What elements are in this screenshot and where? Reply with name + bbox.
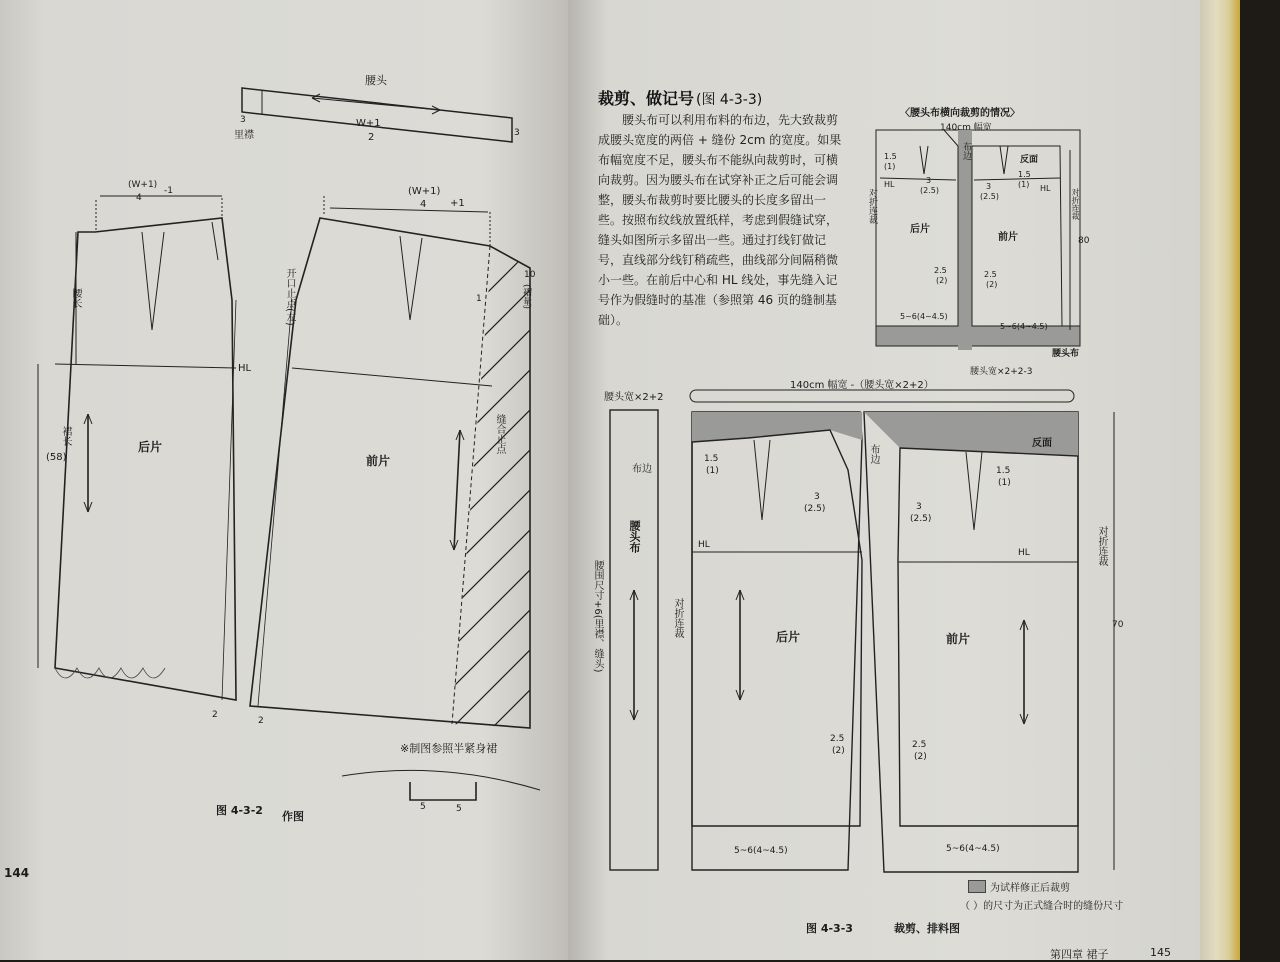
section-title-ref: (图 4-3-3) xyxy=(696,92,763,108)
main-hem1: 5~6(4~4.5) xyxy=(734,846,788,856)
front-width-suffix: +1 xyxy=(450,198,465,209)
inset-selvage-label: 布边 xyxy=(961,142,971,160)
figure-caption-number: 图 4-3-2 xyxy=(216,804,263,817)
inset-title: 〈腰头布横向裁剪的情况〉 xyxy=(900,108,1020,119)
inset-front-label: 前片 xyxy=(998,232,1018,243)
main-2-5a: (2.5) xyxy=(804,504,826,514)
back-width-suffix: -1 xyxy=(164,186,173,196)
fabric-width-label: 140cm 幅宽 -（腰头宽×2+2） xyxy=(790,380,934,391)
waistband-label: 腰头 xyxy=(365,74,387,87)
inset-fold-label: 对折连裁 xyxy=(867,188,877,224)
front-piece-label: 前片 xyxy=(366,454,391,468)
main-2d: (2) xyxy=(914,752,927,762)
skirt-length-value: (58) xyxy=(46,452,67,463)
inset-3a: 3 xyxy=(926,176,932,185)
seam-stop-label: 缝合止点 xyxy=(494,414,505,454)
label-2b: 2 xyxy=(258,716,264,726)
underlap-label: 里襟 xyxy=(234,130,254,141)
back-width-denominator: 4 xyxy=(136,193,142,203)
page-number-left: 144 xyxy=(4,866,30,880)
inset-2-5b: (2.5) xyxy=(980,192,999,201)
main-2-5d: 2.5 xyxy=(912,740,927,750)
inset-len80: 80 xyxy=(1078,236,1090,246)
main-hl1-label: HL xyxy=(698,540,710,550)
legend-paren-text: （ ）的尺寸为正式缝合时的缝份尺寸 xyxy=(960,901,1124,912)
inset-band-label: 腰头布 xyxy=(1052,349,1080,359)
figure-caption-title-right: 裁剪、排料图 xyxy=(894,922,960,935)
inset-3b: 3 xyxy=(986,182,992,191)
body-paragraph: 腰头布可以利用布料的布边，先大致裁剪成腰头宽度的两倍 + 缝份 2cm 的宽度。如果布幅宽度不足，腰头布不能纵向裁剪时，可横向裁剪。因为腰头布在试穿补正之后可能会调整，腰头布裁剪时要比腰头的长度多留出一些。按照布纹线放置纸样，考虑到假缝试穿，缝头如图所示多留出一些。通过打线钉做记号，直线部分线钉稍疏些，曲线部分间隔稍微小一些。在前后中心和 HL 线处，事先缝入记号作为假缝时的基准（参照第 46 页的缝制基础）。 xyxy=(598,113,842,327)
main-hl2-label: HL xyxy=(1018,548,1030,558)
main-2-5c: 2.5 xyxy=(830,734,845,744)
w1-half-numerator: W+1 xyxy=(356,118,381,129)
inset-1a: (1) xyxy=(884,162,896,171)
main-2-5b: (2.5) xyxy=(910,514,932,524)
inset-band-width: 腰头宽×2+2-3 xyxy=(970,367,1033,377)
main-waistband-label: 腰头布 xyxy=(628,520,641,553)
band-width-label: 腰头宽×2+2 xyxy=(604,392,664,403)
figure-caption-title: 作图 xyxy=(282,810,304,823)
label-5b: 5 xyxy=(456,804,462,814)
legend-shaded-swatch xyxy=(968,880,986,893)
hl-label: HL xyxy=(238,363,252,374)
inset-reverse-label: 反面 xyxy=(1020,155,1039,165)
overlap-10-label: 10 xyxy=(524,270,536,280)
inset-fold-right: 对折连裁 xyxy=(1071,188,1080,220)
footer-chapter: 第四章 裙子 xyxy=(1050,948,1109,961)
inset-2-5d: 2.5 xyxy=(984,270,997,279)
legend-shaded-text: 为试样修正后裁剪 xyxy=(990,883,1070,894)
main-hem2: 5~6(4~4.5) xyxy=(946,844,1000,854)
main-1b: (1) xyxy=(998,478,1011,488)
footer-page-number: 145 xyxy=(1150,946,1171,959)
opening-stop-label: 开口止点(左) xyxy=(284,268,295,326)
skirt-length-label: 裙长 xyxy=(60,426,71,446)
main-3b: 3 xyxy=(916,502,922,512)
inset-1-5a: 1.5 xyxy=(884,152,897,161)
inset-1b: (1) xyxy=(1018,180,1030,189)
label-5a: 5 xyxy=(420,802,426,812)
inset-2d: (2) xyxy=(986,280,998,289)
inset-2-5c: 2.5 xyxy=(934,266,947,275)
drafting-note: ※制图参照半紧身裙 xyxy=(400,742,498,755)
main-back-label: 后片 xyxy=(776,630,801,644)
main-len70: 70 xyxy=(1112,620,1124,630)
inset-hem1: 5~6(4~4.5) xyxy=(900,312,948,321)
label-2a: 2 xyxy=(212,710,218,720)
figure-caption-number-right: 图 4-3-3 xyxy=(806,922,853,935)
label-3a: 3 xyxy=(240,115,246,125)
inset-width-label: 140cm 幅宽 xyxy=(940,123,992,133)
main-selvage2-label: 布边 xyxy=(868,444,879,464)
main-1a: (1) xyxy=(706,466,719,476)
back-piece-label: 后片 xyxy=(138,440,163,454)
w1-half-denominator: 2 xyxy=(368,132,375,143)
front-width-denominator: 4 xyxy=(420,199,427,210)
hip-formula-label: 腰围尺寸+6(里襟、缝头) xyxy=(592,560,603,673)
section-title-text: 裁剪、做记号 xyxy=(598,89,695,108)
label-1: 1 xyxy=(476,294,482,304)
label-3b: 3 xyxy=(514,128,520,138)
inset-hem2: 5~6(4~4.5) xyxy=(1000,322,1048,331)
main-1-5a: 1.5 xyxy=(704,454,719,464)
main-front-label: 前片 xyxy=(946,632,971,646)
waist-length-label: 腰长 xyxy=(70,288,81,308)
front-width-numerator: (W+1) xyxy=(408,186,441,197)
back-width-numerator: (W+1) xyxy=(128,180,158,190)
inset-1-5b: 1.5 xyxy=(1018,170,1031,179)
main-fold-right: 对折连裁 xyxy=(1096,526,1107,566)
main-selvage1-label: 布边 xyxy=(632,464,652,475)
inset-2-5a: (2.5) xyxy=(920,186,939,195)
main-3a: 3 xyxy=(814,492,820,502)
main-fold-left: 对折连裁 xyxy=(672,598,683,638)
inset-hl2-label: HL xyxy=(1040,184,1051,193)
inset-2c: (2) xyxy=(936,276,948,285)
overlap-label: (褶量) xyxy=(521,284,531,310)
main-reverse-label: 反面 xyxy=(1032,438,1052,449)
inset-back-label: 后片 xyxy=(910,224,930,235)
main-1-5b: 1.5 xyxy=(996,466,1011,476)
inset-hl1-label: HL xyxy=(884,180,895,189)
main-2c: (2) xyxy=(832,746,845,756)
